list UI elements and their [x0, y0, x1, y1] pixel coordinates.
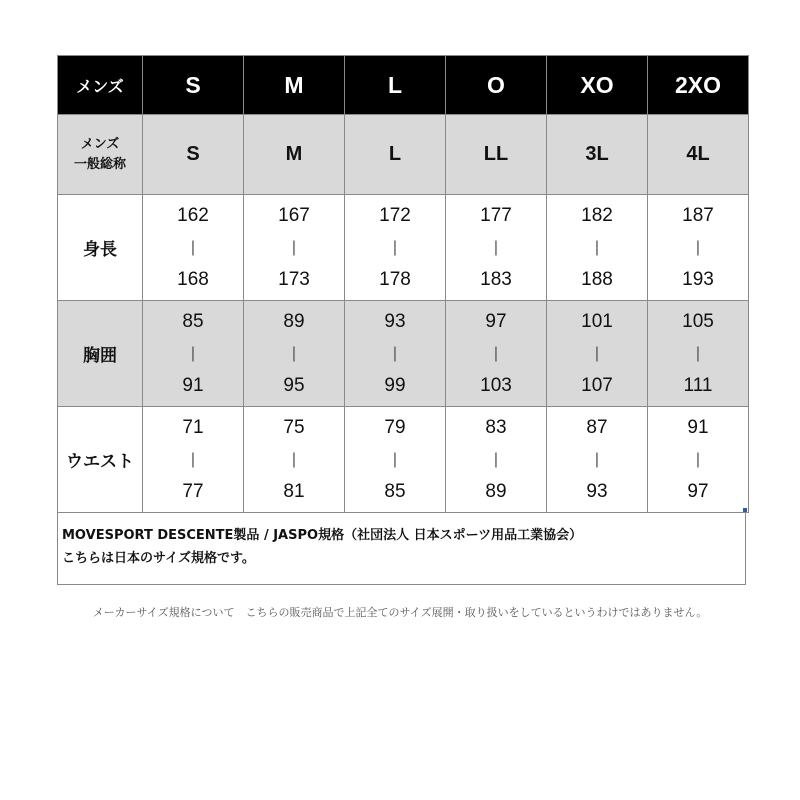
range-cell — [143, 407, 244, 513]
range-cell — [143, 195, 244, 301]
range-to: 85 — [384, 480, 406, 502]
general-size-cell: M — [244, 115, 345, 195]
range-from: 187 — [682, 204, 714, 226]
range-separator: | — [291, 450, 297, 468]
range-from: 87 — [586, 416, 608, 438]
range-from: 101 — [581, 310, 613, 332]
range-to: 89 — [485, 480, 507, 502]
range-separator: | — [190, 238, 196, 256]
size-chart-table — [57, 55, 749, 513]
footer-disclaimer: メーカーサイズ規格について こちらの販売商品で上記全てのサイズ展開・取り扱いをしているというわけではありません。 — [92, 606, 708, 619]
range-cell — [648, 407, 749, 513]
measurement-label: 身長 — [58, 195, 143, 301]
general-size-cell: LL — [446, 115, 547, 195]
range-separator: | — [291, 344, 297, 362]
range-separator: | — [291, 238, 297, 256]
general-label-line1: メンズ — [80, 136, 120, 152]
range-to: 99 — [384, 374, 406, 396]
header-size: O — [446, 56, 547, 115]
header-size: XO — [547, 56, 648, 115]
range-to: 173 — [278, 268, 310, 290]
header-row — [58, 56, 749, 115]
range-separator: | — [190, 344, 196, 362]
range-from: 91 — [687, 416, 709, 438]
range-cell — [547, 301, 648, 407]
general-size-cell: 4L — [648, 115, 749, 195]
header-size: M — [244, 56, 345, 115]
corner-marker — [743, 508, 747, 512]
range-from: 162 — [177, 204, 209, 226]
range-to: 111 — [683, 374, 713, 396]
general-size-cell: L — [345, 115, 446, 195]
header-size: 2XO — [648, 56, 749, 115]
range-to: 188 — [581, 268, 613, 290]
range-separator: | — [594, 450, 600, 468]
measurement-row — [58, 195, 749, 301]
header-size: L — [345, 56, 446, 115]
general-size-cell: S — [143, 115, 244, 195]
range-from: 75 — [283, 416, 305, 438]
range-to: 103 — [480, 374, 512, 396]
range-to: 168 — [177, 268, 209, 290]
range-separator: | — [493, 344, 499, 362]
range-cell — [446, 407, 547, 513]
range-from: 177 — [480, 204, 512, 226]
general-size-cell: 3L — [547, 115, 648, 195]
header-size: S — [143, 56, 244, 115]
range-to: 95 — [283, 374, 305, 396]
range-cell — [648, 195, 749, 301]
note-line-2: こちらは日本のサイズ規格です。 — [62, 551, 255, 566]
range-from: 167 — [278, 204, 310, 226]
range-to: 93 — [586, 480, 608, 502]
range-from: 71 — [182, 416, 204, 438]
range-separator: | — [493, 450, 499, 468]
range-cell — [345, 195, 446, 301]
standard-note — [57, 512, 746, 585]
range-separator: | — [190, 450, 196, 468]
range-cell — [446, 301, 547, 407]
range-to: 91 — [182, 374, 204, 396]
range-separator: | — [392, 450, 398, 468]
range-separator: | — [594, 238, 600, 256]
range-from: 89 — [283, 310, 305, 332]
range-from: 172 — [379, 204, 411, 226]
range-cell — [345, 301, 446, 407]
range-from: 182 — [581, 204, 613, 226]
range-separator: | — [695, 344, 701, 362]
range-separator: | — [493, 238, 499, 256]
range-from: 97 — [485, 310, 507, 332]
range-to: 77 — [182, 480, 204, 502]
range-cell — [345, 407, 446, 513]
range-to: 107 — [581, 374, 613, 396]
range-from: 79 — [384, 416, 406, 438]
general-size-label — [58, 115, 143, 195]
range-separator: | — [695, 450, 701, 468]
header-label: メンズ — [58, 56, 143, 115]
range-cell — [547, 407, 648, 513]
range-from: 83 — [485, 416, 507, 438]
range-cell — [648, 301, 749, 407]
range-separator: | — [594, 344, 600, 362]
measurement-row — [58, 301, 749, 407]
measurement-row — [58, 407, 749, 513]
range-to: 178 — [379, 268, 411, 290]
measurement-rows — [58, 195, 749, 513]
note-line-1: MOVESPORT DESCENTE製品 / JASPO規格（社団法人 日本スポーツ用品工業協会） — [62, 528, 583, 543]
range-cell — [244, 301, 345, 407]
range-separator: | — [392, 344, 398, 362]
range-from: 93 — [384, 310, 406, 332]
range-cell — [446, 195, 547, 301]
measurement-label: ウエスト — [58, 407, 143, 513]
general-size-row — [58, 115, 749, 195]
range-from: 85 — [182, 310, 204, 332]
range-separator: | — [695, 238, 701, 256]
range-to: 193 — [682, 268, 714, 290]
range-cell — [244, 195, 345, 301]
range-to: 183 — [480, 268, 512, 290]
range-cell — [547, 195, 648, 301]
range-cell — [244, 407, 345, 513]
measurement-label: 胸囲 — [58, 301, 143, 407]
range-cell — [143, 301, 244, 407]
range-to: 97 — [687, 480, 709, 502]
range-separator: | — [392, 238, 398, 256]
range-to: 81 — [283, 480, 305, 502]
general-label-line2: 一般総称 — [73, 156, 126, 172]
range-from: 105 — [682, 310, 714, 332]
